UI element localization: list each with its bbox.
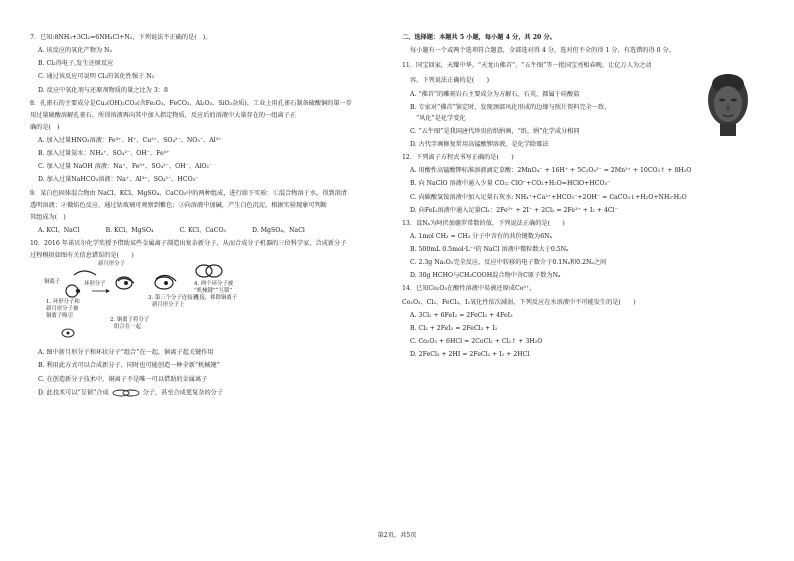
q10-stem-line-2: 过程模拟如图有关信息错误的是( ) (30, 252, 134, 260)
q9-stem-line-3: 其组成为( ) (30, 213, 66, 221)
buddha-head-image (700, 70, 756, 138)
q13-option-b: B. 500mL 0.5mol·L⁻¹的 NaCl 溶液中微粒数大于0.5Nₐ (410, 246, 569, 253)
q13-option-c: C. 2.3g Na₂O₂完全反应，反应中转移的电子数介于0.1Nₐ和0.2Nₐ之间 (410, 259, 607, 267)
label-step-1a: 1. 环形分子和 (46, 299, 80, 306)
q7-option-c: C. 通过该反应可说明 Cl₂的氧化性强于 N₂ (38, 73, 155, 81)
q11-stem-line-1: 11．国宝回家，天耀中华。“天龙山佛首”、“五牛图”等一批国宝亮相春晚，让亿万人为之动 (402, 62, 652, 70)
q10-option-d-part-2: 分子，甚至合成更复杂的分子 (142, 389, 224, 397)
label-step-4b: “机械键”“互锁” (194, 288, 232, 295)
q12-stem: 12．下列离子方程式书写正确的是( ) (402, 154, 514, 162)
copper-ion-2 (124, 281, 128, 285)
q14-stem-line-2: Co₂O₃、Cl₂、FeCl₃、I₂氧化性依次减弱，下列反应在水溶液中不可能发生的是( ) (402, 298, 636, 306)
label-step-1b: 新月形分子被 (46, 306, 79, 313)
q11-stem-line-2: 容。下列说法正确的是( ) (410, 77, 490, 85)
question-13 (402, 220, 762, 280)
q14-option-b: B. Cl₂ + 2FeI₂ = 2FeCl₃ + I₂ (410, 324, 498, 332)
q10-option-d (38, 389, 380, 397)
label-step-2a: 2. 铜离子将分子 (110, 317, 150, 324)
arrowhead-1 (106, 289, 110, 293)
label-step-2b: 组合在一起 (114, 324, 141, 331)
q12-option-b: B. 向 NaClO 溶液中通入少量 CO₂: ClO⁻+CO₂+H₂O=HClO+HCO₃⁻ (410, 180, 611, 188)
q9-option-b: B. KCl、MgSO₄ (105, 226, 154, 234)
question-12 (402, 154, 762, 214)
label-step-3a: 3. 第三个分子连接到 (148, 295, 198, 302)
q10-option-c: C. 在创造新分子技术中，铜离子不是唯一可以借助的金属离子 (38, 375, 208, 383)
q9-stem-line-2: 透明溶液；②做焰色反应，通过钴玻璃可观察到紫色；③向溶液中加碱，产生白色沉淀。根据实验现象可判断 (30, 201, 327, 209)
q10-option-a: A. 图中新月形分子和环状分子“组合”在一起，铜离子起关键作用 (38, 349, 214, 357)
q8-option-a: A. 加入过量HNO₃溶液：Fe³⁺、H⁺、Cu²⁺、SO₄²⁻、NO₃⁻、Al³⁺ (38, 137, 222, 144)
q11-option-d: D. 古代字画修复常用高锰酸钾溶液，是化学除霉法 (410, 141, 549, 148)
question-14 (402, 285, 762, 358)
q13-option-a: A. 1mol CH₃ = CH₃ 分子中含有的共价键数为6Nₐ (410, 232, 552, 240)
copper-ion-1 (76, 289, 80, 293)
interlocked-ring-a (196, 265, 212, 277)
q14-stem: 14．已知Co₂O₃在酸性溶液中易被还原成Co²⁺， (402, 285, 536, 293)
copper-ion-bottom (67, 332, 70, 335)
q8-option-c: C. 加入过量 NaOH 溶液：Na⁺、Fe³⁺、SO₄²⁻、OH⁻、AlO₂⁻ (38, 163, 213, 171)
interlocked-ring-b (206, 265, 222, 277)
q9-option-c: C. KCl、CaCO₃ (179, 226, 227, 234)
q7-stem: 7．已知:8NH₃+3Cl₂=6NH₄Cl+N₂，下列说法不正确的是( )。 (30, 34, 212, 41)
q8-stem-line-2: 用过量硫酸溶解孔雀石，所得溶液再向其中加入指定物质，反应后的溶液中大量存在的一组离子正 (30, 111, 297, 119)
q7-option-b: B. Cl₂得电子,发生还原反应 (38, 60, 114, 68)
q9-stem-line-1: 9．某白色固体混合物由 NaCl、KCl、MgSO₄、CaCO₃中的两种组成，进行如下实验：①混合物溶于水，得到澄清 (30, 189, 347, 197)
label-ring-molecule: 环形分子 (84, 281, 106, 288)
q10-stem-line-1: 10．2016 年诺贝尔化学奖授予借助某些金属离子制造出复杂新分子，从而合成分子机器的三位科学家，合成新分子 (30, 240, 347, 247)
page-footer: 第2页，共5页 (377, 532, 417, 539)
label-crescent-molecule: 新月形分子 (98, 261, 125, 268)
q13-stem: 13．设Nₐ为阿伏加德罗常数的值，下列说法正确的是( ) (402, 219, 565, 227)
q8-stem-line-3: 确的是( ) (30, 123, 60, 131)
q11-option-b-line-1: B. 专家对“佛首”鉴定时，发现颈部风化形成的边缘与照片资料完全一致， (410, 103, 611, 111)
q10-option-b: B. 利用此方式可以合成新分子，同时也可能创造一种全新“机械键” (38, 362, 220, 370)
copper-ion-3 (164, 281, 168, 285)
left-column (30, 34, 380, 403)
q11-option-c: C. “五牛图”是我国唐代珍贵的纸绢画，“纸、绢”化学成分相同 (410, 127, 580, 135)
label-copper-ion: 铜离子 (44, 279, 61, 286)
label-step-3b: 新月形分子上 (152, 302, 185, 309)
label-step-1c: 铜离子吸引 (46, 313, 73, 320)
label-step-4a: 4. 两个环分子被 (194, 281, 234, 288)
q12-option-d: D. 向FeI₂溶液中通入足量Cl₂：2Fe²⁺ + 2I⁻ + 2Cl₂ = 2Fe³⁺ + I₂ + 4Cl⁻ (410, 206, 618, 214)
q12-option-c: C. 向碳酸氢铵溶液中加入足量石灰水: NH₄⁺+Ca²⁺+HCO₃⁻+2OH⁻ = CaCO₃↓+H₂O+NH₃·H₂O (410, 193, 687, 201)
q9-option-d: D. MgSO₄、NaCl (252, 226, 305, 234)
section-instructions: 每小题有一个或两个选项符合题意，全部选对得 4 分，选对但不全的得 1 分，有选错的得 0 分。 (410, 47, 675, 55)
q8-stem-line-1: 8．孔雀石的主要成分是Cu₂(OH)₂CO₃(含Fe₂O₃、FeCO₃、Al₂O₃、SiO₂杂质)，工业上用孔雀石制备硫酸铜的第一步 (30, 99, 353, 107)
q8-option-b: B. 加入过量氨水：NH₄⁺、SO₄²⁻、OH⁻、Fe³⁺ (38, 150, 170, 158)
q7-option-a: A. 该反应的氧化产物为 N₂ (38, 47, 112, 55)
question-7 (30, 34, 380, 94)
q13-option-d: D. 30g HCHO与CH₃COOH混合物中含C原子数为Nₐ (410, 272, 561, 280)
crescent-shape-1 (74, 271, 96, 275)
q14-option-d: D. 2FeCl₃ + 2HI = 2FeCl₂ + I₂ + 2HCl (410, 351, 530, 358)
q11-option-a: A. “佛首”的雕刻岩石主要成分为方解石、石英，都属于硅酸盐 (410, 90, 580, 98)
molecule-synthesis-diagram (44, 261, 244, 341)
q10-option-d-part-1: D. 此技术可以“互锁”合成 (38, 389, 109, 397)
q14-option-c: C. Co₂O₃ + 6HCl = 2CoCl₂ + Cl₂↑ + 3H₂O (410, 337, 543, 345)
q9-option-a: A. KCl、NaCl (38, 226, 80, 234)
question-8 (30, 100, 380, 184)
q11-option-b-line-2: “风化”是化学变化 (416, 114, 466, 122)
question-10 (30, 240, 380, 397)
question-9 (30, 190, 380, 235)
q14-option-a: A. 3Cl₂ + 6FeI₂ = 2FeCl₃ + 4FeI₃ (410, 311, 513, 319)
q12-option-a: A. 用酸性高锰酸钾标准溶液滴定草酸：2MnO₄⁻ + 16H⁺ + 5C₂O₄²⁻ = 2Mn²⁺ + 10CO₂↑ + 8H₂O (410, 167, 692, 175)
q8-option-d: D. 加入过量NaHCO₃溶液：Na⁺、Al³⁺、SO₄²⁻、HCO₃⁻ (38, 176, 199, 184)
question-11 (402, 62, 692, 148)
q7-option-d: D. 反应中氧化剂与还原剂物质的量之比为 3：8 (38, 86, 168, 94)
section-heading: 二、选择题：本题共 5 小题，每小题 4 分，共 20 分。 (402, 34, 556, 41)
q9-options (38, 227, 380, 234)
interlocked-rings-icon (111, 389, 141, 397)
label-step-4c: 连接，移除铜离子 (194, 295, 238, 302)
